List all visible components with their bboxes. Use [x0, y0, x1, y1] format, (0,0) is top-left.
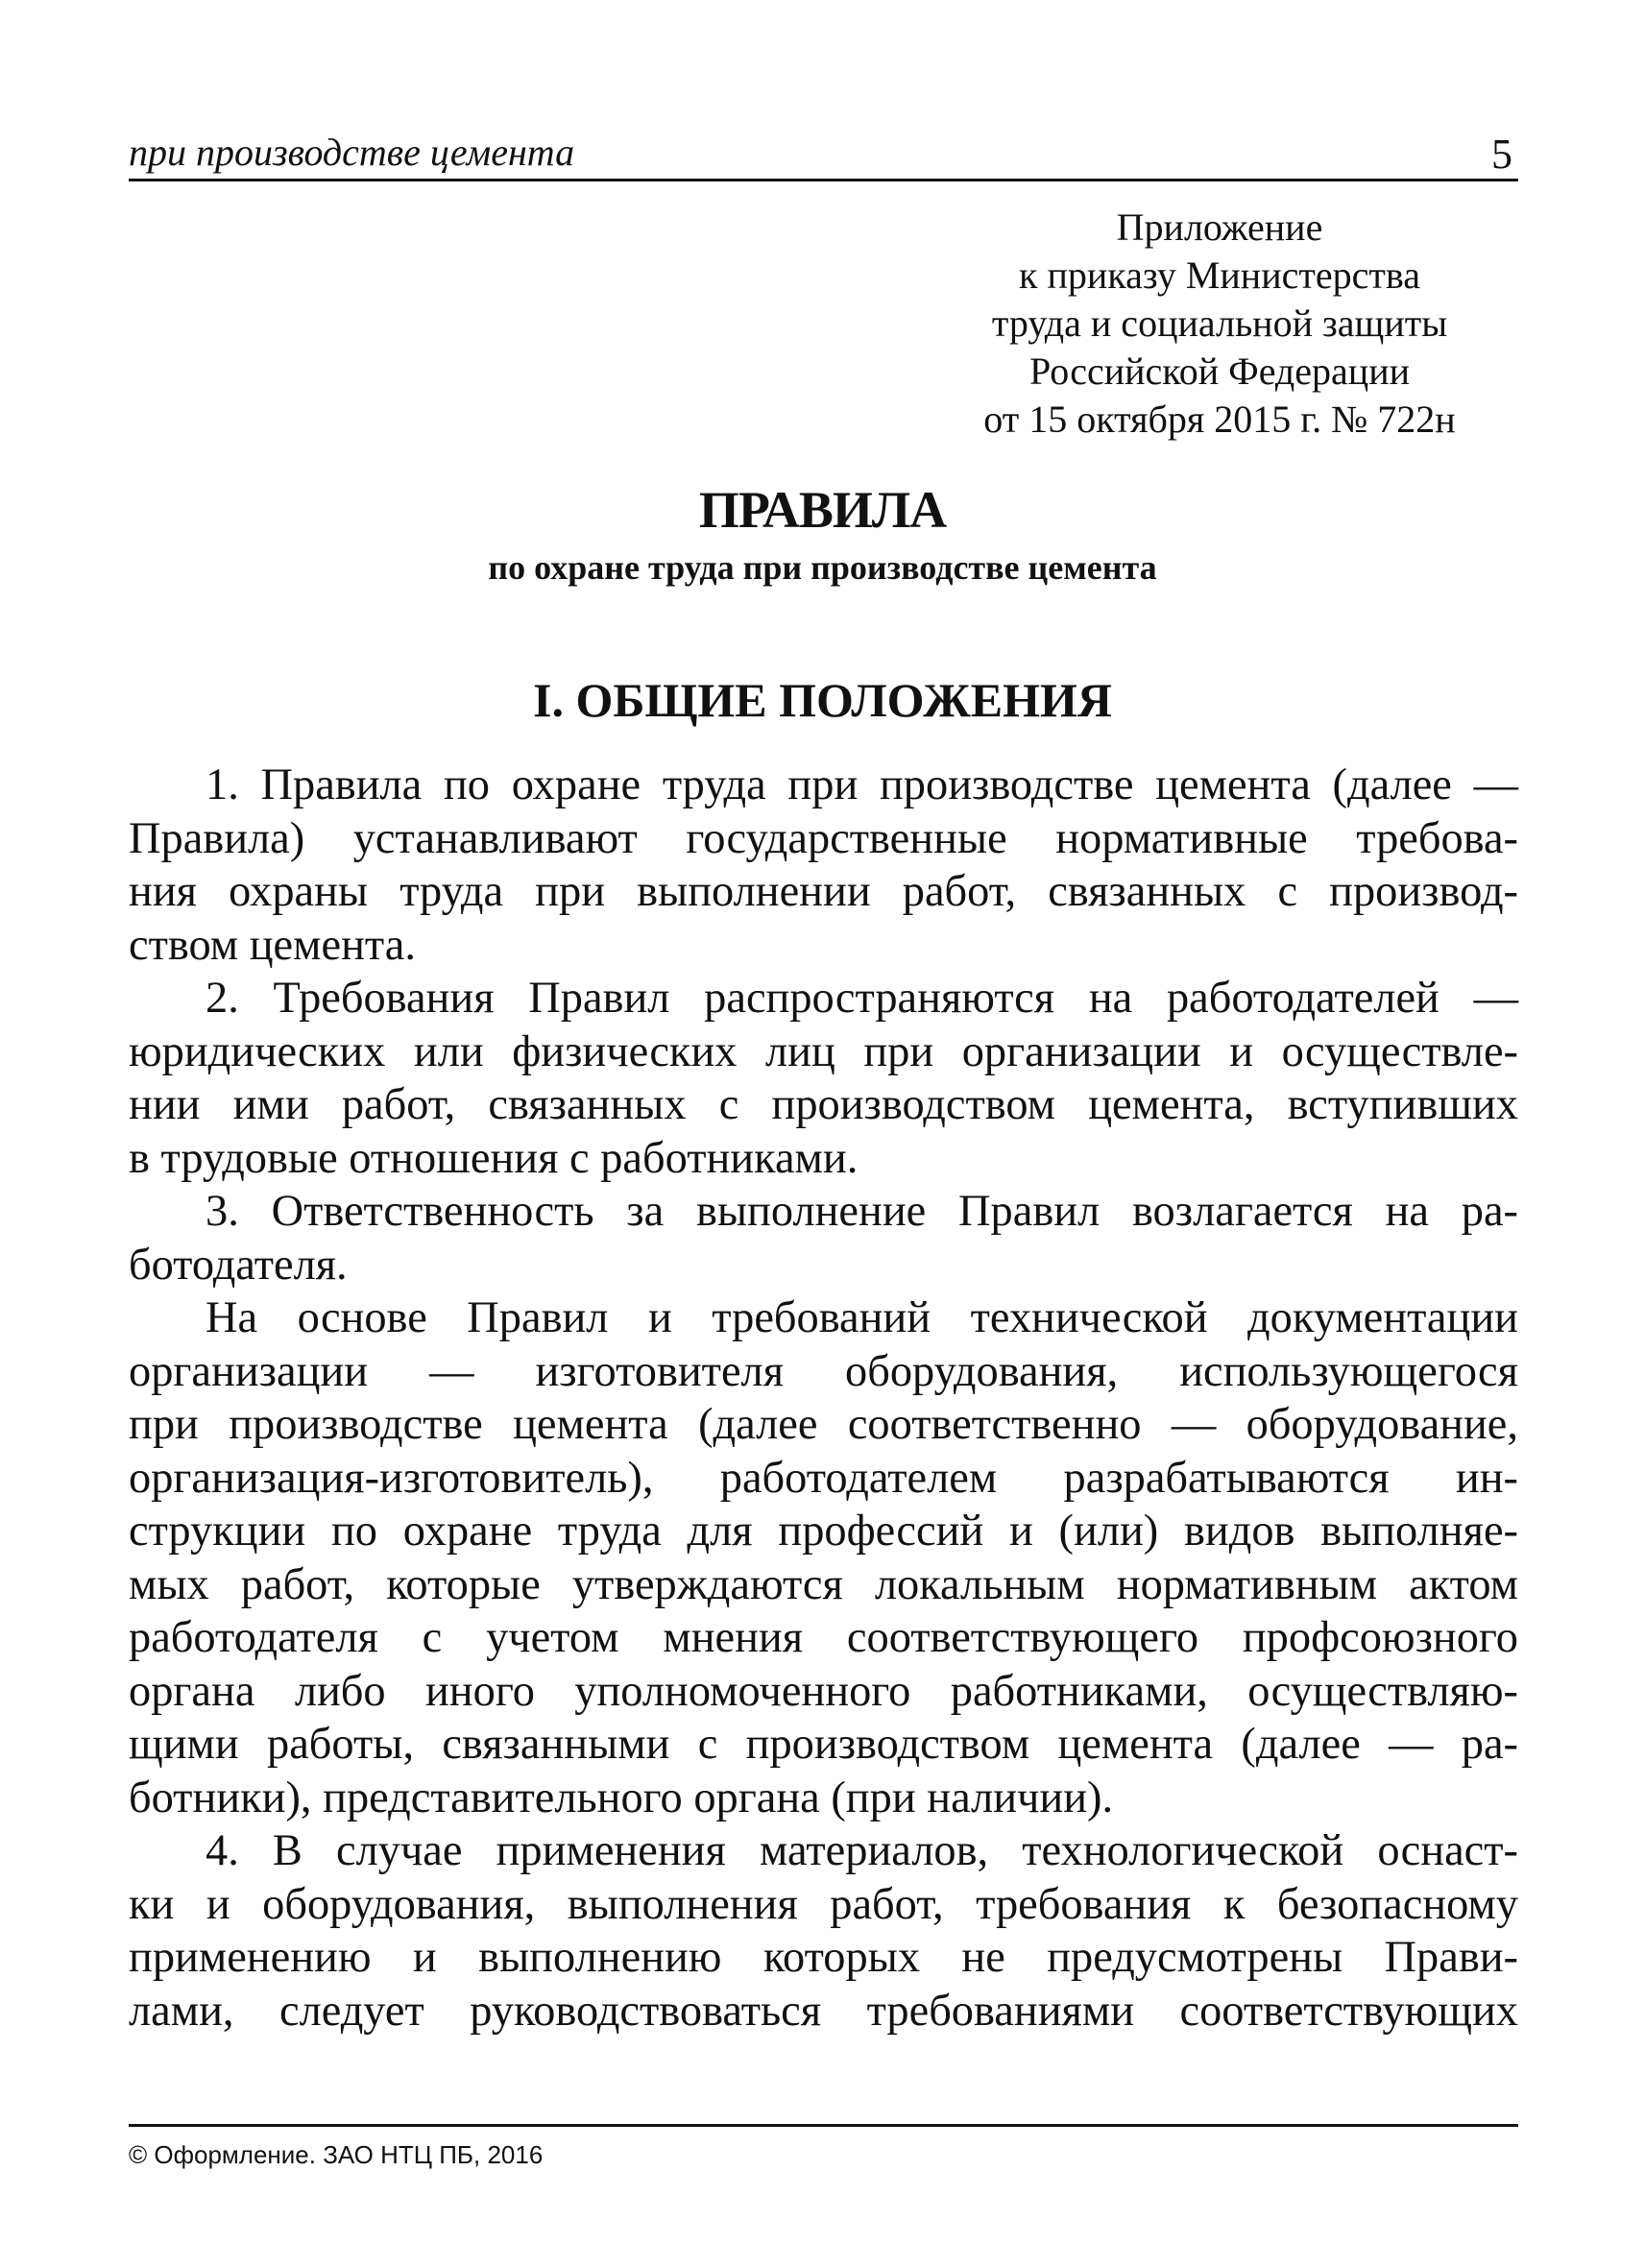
section-heading: I. ОБЩИЕ ПОЛОЖЕНИЯ [533, 673, 1112, 727]
body-line: юридических или физических лиц при организации и осуществле- [129, 1026, 1518, 1076]
approval-line: труда и социальной защиты [991, 302, 1448, 345]
body-line: органа либо иного уполномоченного работниками, осуществляю- [129, 1666, 1518, 1716]
body-line: 2. Требования Правил распространяются на работодателей — [206, 974, 1518, 1023]
body-line: На основе Правил и требований технической документации [206, 1293, 1518, 1342]
body-line: 3. Ответственность за выполнение Правил возлагается на ра- [206, 1187, 1518, 1236]
body-line: щими работы, связанными с производством цемента (далее — ра- [129, 1720, 1518, 1769]
body-line: работодателя с учетом мнения соответствующего профсоюзного [129, 1613, 1518, 1662]
running-title: при производстве цемента [129, 131, 575, 174]
body-line: применению и выполнению которых не предусмотрены Прави- [129, 1933, 1518, 1982]
body-line: мых работ, которые утверждаются локальным нормативным актом [129, 1559, 1518, 1609]
running-header [129, 123, 1518, 181]
body-line: Правила) устанавливают государственные нормативные требова- [129, 813, 1518, 863]
body-line: при производстве цемента (далее соответственно — оборудование, [129, 1400, 1518, 1449]
body-line: организации — изготовителя оборудования, использующегося [129, 1346, 1518, 1396]
body-line: струкции по охране труда для профессий и (или) видов выполняе- [129, 1507, 1518, 1556]
body-line: ния охраны труда при выполнении работ, связанных с производ- [129, 867, 1518, 916]
body-line: ки и оборудования, выполнения работ, требования к безопасному [129, 1879, 1518, 1929]
approval-line: к приказу Министерства [1019, 253, 1420, 297]
body-line: лами, следует руководствоваться требованиями соответствующих [129, 1986, 1518, 2036]
body-text [129, 759, 1518, 2038]
approval-block [922, 204, 1517, 444]
body-line: 4. В случае применения материалов, технологической оснаст- [206, 1826, 1518, 1875]
page-number: 5 [1491, 131, 1512, 178]
document-subtitle: по охране труда при производстве цемента [488, 548, 1157, 587]
body-line: в трудовые отношения с работниками. [129, 1133, 859, 1183]
body-line: ством цемента. [129, 920, 416, 970]
approval-line: Приложение [1116, 205, 1323, 249]
body-line: 1. Правила по охране труда при производстве цемента (далее — [206, 760, 1518, 809]
body-line: организация-изготовитель), работодателем разрабатываются ин- [129, 1453, 1518, 1503]
document-title: ПРАВИЛА [698, 481, 947, 539]
footer-copyright: © Оформление. ЗАО НТЦ ПБ, 2016 [129, 2124, 1518, 2170]
approval-line: Российской Федерации [1028, 350, 1411, 393]
body-line: ботодателя. [129, 1240, 348, 1290]
body-line: ботники), представительного органа (при наличии). [129, 1773, 1114, 1822]
body-line: нии ими работ, связанных с производством цемента, вступивших [129, 1080, 1518, 1129]
approval-line: от 15 октября 2015 г. № 722н [983, 398, 1456, 441]
